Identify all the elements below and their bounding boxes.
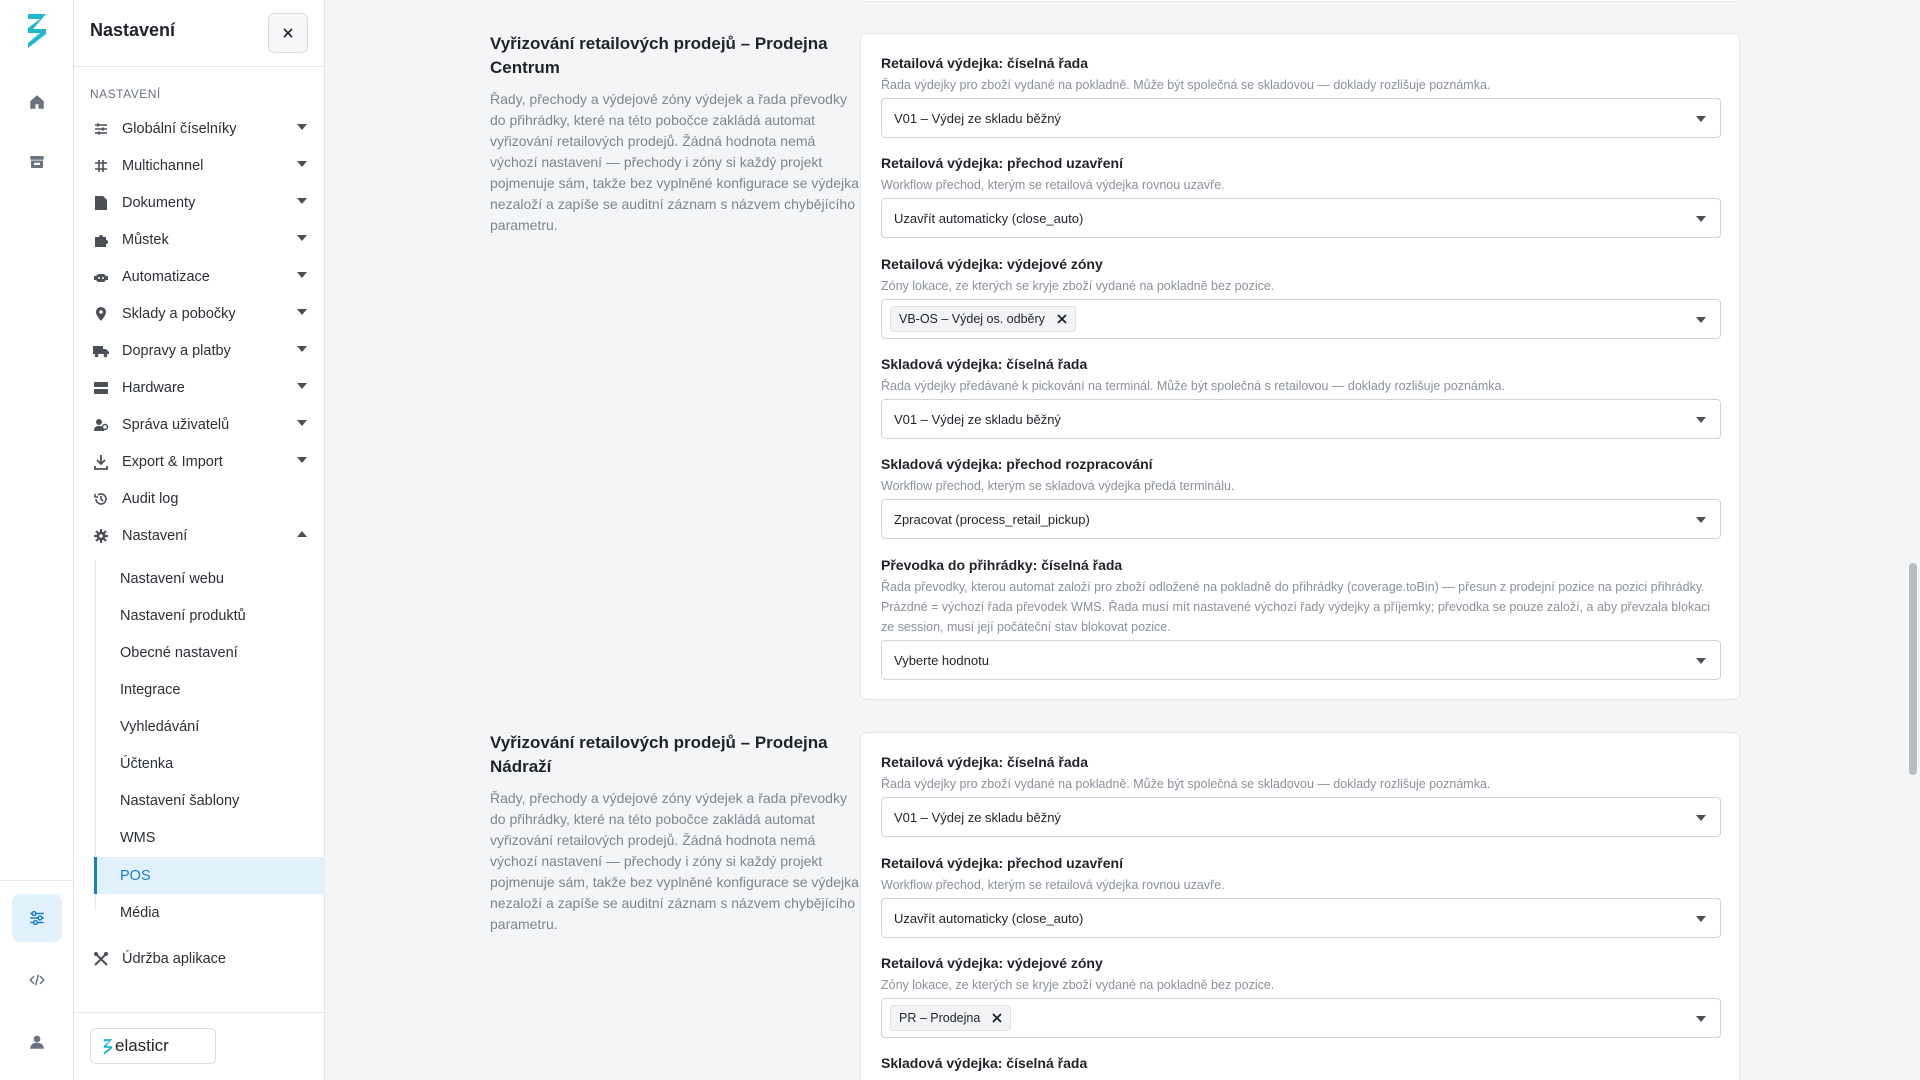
field-hint: Workflow přechod, kterým se retailová výdejka rovnou uzavře. [881, 178, 1225, 192]
field-label: Retailová výdejka: výdejové zóny [881, 955, 1103, 971]
field-hint: Zóny lokace, ze kterých se kryje zboží vydané na pokladně bez pozice. [881, 279, 1275, 293]
form-field [881, 556, 1721, 668]
sidebar-item-label: Údržba aplikace [122, 950, 226, 967]
retail-zones-multiselect[interactable] [881, 998, 1721, 1038]
sidebar-section-label: NASTAVENÍ [90, 87, 161, 101]
home-icon[interactable] [12, 78, 62, 126]
form-field [881, 54, 1721, 126]
chevron-down-icon [297, 198, 307, 204]
settings-card [860, 732, 1740, 1080]
chevron-down-icon [297, 235, 307, 241]
sidebar-item-multichannel[interactable] [74, 147, 325, 184]
main-content [325, 0, 1920, 1080]
field-label: Skladová výdejka: číselná řada [881, 1055, 1088, 1071]
retail-close-transition-select[interactable] [881, 898, 1721, 938]
field-hint: Řada výdejky pro zboží vydané na pokladně. Může být společná se skladovou — doklady rozlišuje poznámka. [881, 78, 1491, 92]
sidebar-subitem-integrations[interactable]: Integrace [120, 681, 181, 698]
sidebar-item-label: Hardware [122, 379, 185, 396]
chevron-down-icon [297, 124, 307, 130]
sidebar-item-label: Audit log [122, 490, 179, 507]
chevron-down-icon [297, 272, 307, 278]
field-label: Převodka do přihrádky: číselná řada [881, 557, 1123, 573]
close-icon [283, 28, 293, 38]
form-field [881, 355, 1721, 427]
settings-sidebar [74, 0, 325, 1080]
field-label: Retailová výdejka: číselná řada [881, 754, 1088, 770]
chevron-down-icon [297, 383, 307, 389]
sidebar-item-label: Můstek [122, 231, 169, 248]
field-hint: Zóny lokace, ze kterých se kryje zboží vydané na pokladně bez pozice. [881, 978, 1275, 992]
warehouse-process-transition-select[interactable] [881, 499, 1721, 539]
users-icon [92, 416, 110, 434]
document-icon [92, 194, 110, 212]
field-label: Retailová výdejka: výdejové zóny [881, 256, 1103, 272]
caret-down-icon [1696, 517, 1706, 523]
chevron-down-icon [297, 346, 307, 352]
field-hint: Řada výdejky předávané k pickování na terminál. Může být společná s retailovou — doklady rozlišuje poznámka. [881, 379, 1505, 393]
sidebar-item-shipping-payments[interactable] [74, 332, 325, 369]
field-label: Retailová výdejka: číselná řada [881, 55, 1088, 71]
scrollbar-thumb[interactable] [1909, 563, 1917, 775]
elasticr-logo-icon [101, 1036, 115, 1058]
sidebar-subitem-media[interactable]: Média [120, 904, 160, 921]
sidebar-item-label: Globální číselníky [122, 120, 237, 137]
warehouse-number-series-select[interactable] [881, 399, 1721, 439]
sidebar-item-label: Sklady a pobočky [122, 305, 236, 322]
sidebar-item-global-lists[interactable] [74, 110, 325, 147]
elasticr-logo-icon[interactable] [22, 12, 52, 50]
retail-zones-multiselect[interactable] [881, 299, 1721, 339]
close-sidebar-button[interactable] [268, 13, 308, 53]
caret-down-icon [1696, 916, 1706, 922]
page-scrollbar[interactable] [1906, 0, 1920, 1080]
split-icon [92, 157, 110, 175]
field-hint: Workflow přechod, kterým se skladová výdejka předá terminálu. [881, 479, 1235, 493]
field-label: Skladová výdejka: přechod rozpracování [881, 456, 1153, 472]
sidebar-item-documents[interactable] [74, 184, 325, 221]
field-hint: Řada převodky, kterou automat založí pro zboží odložené na pokladně do přihrádky (coverage.toBin) — přesun z prodejní pozice na pozici přihrádky. Prázdné = výchozí řada převodek WMS. Řada musí mít nastavené výchozí řady výdejky a příjemky; převodka se pouze založí, a aby převzala blokaci ze session, musí její počáteční stav blokovat pozice. [881, 580, 1711, 634]
sidebar-subitem-wms[interactable]: WMS [120, 829, 156, 846]
user-icon[interactable] [12, 1018, 62, 1066]
previous-card-edge [859, 0, 1739, 2]
brand-logo[interactable] [90, 1028, 216, 1064]
section-title: Vyřizování retailových prodejů – Prodejna Nádraží [490, 733, 828, 776]
select-value: Uzavřít automaticky (close_auto) [894, 910, 1084, 926]
robot-icon [92, 268, 110, 286]
section-header [490, 731, 860, 935]
puzzle-icon [92, 231, 110, 249]
sidebar-subitem-product-settings[interactable]: Nastavení produktů [120, 607, 246, 624]
caret-down-icon [1696, 815, 1706, 821]
list-sliders-icon [92, 120, 110, 138]
tools-icon [92, 950, 110, 968]
history-icon [92, 490, 110, 508]
retail-close-transition-select[interactable] [881, 198, 1721, 238]
form-field [881, 854, 1721, 926]
sidebar-subitem-receipt[interactable]: Účtenka [120, 755, 174, 772]
caret-down-icon [1696, 216, 1706, 222]
caret-down-icon [1696, 1016, 1706, 1022]
download-icon [92, 453, 110, 471]
gear-icon [92, 527, 110, 545]
sidebar-item-label: Správa uživatelů [122, 416, 230, 433]
chevron-down-icon [297, 457, 307, 463]
section-header [490, 32, 860, 236]
form-field [881, 1054, 1721, 1072]
field-label: Skladová výdejka: číselná řada [881, 356, 1088, 372]
zone-chip [890, 1005, 1011, 1031]
select-value: V01 – Výdej ze skladu běžný [894, 411, 1061, 427]
sidebar-subitem-general-settings[interactable]: Obecné nastavení [120, 644, 238, 661]
brand-name: elasticr [115, 1036, 169, 1055]
caret-down-icon [1696, 317, 1706, 323]
sidebar-subitem-template-settings[interactable]: Nastavení šablony [120, 792, 240, 809]
select-value: V01 – Výdej ze skladu běžný [894, 110, 1061, 126]
sidebar-title: Nastavení [90, 20, 176, 40]
form-field [881, 255, 1721, 326]
remove-chip-icon[interactable] [992, 1013, 1002, 1023]
sidebar-item-warehouses[interactable] [74, 295, 325, 332]
chip-label: PR – Prodejna [899, 1011, 981, 1025]
caret-down-icon [1696, 116, 1706, 122]
select-value: V01 – Výdej ze skladu běžný [894, 809, 1061, 825]
sidebar-item-label: Dopravy a platby [122, 342, 231, 359]
section-title: Vyřizování retailových prodejů – Prodejna Centrum [490, 34, 828, 77]
icon-rail [0, 0, 74, 1080]
sidebar-item-settings[interactable] [74, 517, 325, 554]
sidebar-item-export-import[interactable] [74, 443, 325, 480]
chevron-down-icon [297, 309, 307, 315]
sidebar-item-label: Multichannel [122, 157, 204, 174]
select-value: Uzavřít automaticky (close_auto) [894, 210, 1084, 226]
caret-down-icon [1696, 658, 1706, 664]
retail-number-series-select[interactable] [881, 98, 1721, 138]
map-pin-icon [92, 305, 110, 323]
chevron-down-icon [297, 420, 307, 426]
field-label: Retailová výdejka: přechod uzavření [881, 855, 1123, 871]
sidebar-item-bridge[interactable] [74, 221, 325, 258]
form-field [881, 154, 1721, 226]
sidebar-item-label: Nastavení [122, 527, 188, 544]
sliders-icon[interactable] [12, 894, 62, 942]
sidebar-subitem-pos[interactable]: POS [94, 857, 325, 894]
sidebar-item-automation[interactable] [74, 258, 325, 295]
section-description: Řady, přechody a výdejové zóny výdejek a řada převodky do přihrádky, které na této pobočce zakládá automat vyřizování retailových prodejů. Žádná hodnota nemá výchozí nastavení — přechody i zóny si každý projekt pojmenuje sám, takže bez vyplněné konfigurace se výdejka nezaloží a zapíše se auditní záznam s názvem chybějícího parametru. [490, 790, 859, 932]
chip-label: VB-OS – Výdej os. odběry [899, 312, 1045, 326]
chevron-down-icon [297, 161, 307, 167]
field-label: Retailová výdejka: přechod uzavření [881, 155, 1123, 171]
form-field [881, 753, 1721, 825]
bin-transfer-series-select[interactable] [881, 640, 1721, 680]
sidebar-item-user-management[interactable] [74, 406, 325, 443]
form-field [881, 455, 1721, 527]
sidebar-item-audit-log[interactable] [74, 480, 325, 517]
truck-icon [92, 342, 110, 360]
chevron-up-icon [297, 531, 307, 537]
zone-chip [890, 306, 1076, 332]
form-field [881, 954, 1721, 1025]
sidebar-item-hardware[interactable] [74, 369, 325, 406]
store-icon[interactable] [12, 138, 62, 186]
settings-card [860, 33, 1740, 700]
sidebar-item-label: Export & Import [122, 453, 223, 470]
select-placeholder: Vyberte hodnotu [894, 652, 989, 668]
sidebar-subitem-search[interactable]: Vyhledávání [120, 718, 200, 735]
server-icon [92, 379, 110, 397]
sidebar-item-label: Automatizace [122, 268, 210, 285]
retail-number-series-select[interactable] [881, 797, 1721, 837]
select-value: Zpracovat (process_retail_pickup) [894, 511, 1090, 527]
code-icon[interactable] [12, 956, 62, 1004]
caret-down-icon [1696, 417, 1706, 423]
sidebar-item-label: Dokumenty [122, 194, 196, 211]
remove-chip-icon[interactable] [1057, 314, 1067, 324]
sidebar-subitem-web-settings[interactable]: Nastavení webu [120, 570, 224, 587]
field-hint: Workflow přechod, kterým se retailová výdejka rovnou uzavře. [881, 878, 1225, 892]
section-description: Řady, přechody a výdejové zóny výdejek a řada převodky do přihrádky, které na této pobočce zakládá automat vyřizování retailových prodejů. Žádná hodnota nemá výchozí nastavení — přechody i zóny si každý projekt pojmenuje sám, takže bez vyplněné konfigurace se výdejka nezaloží a zapíše se auditní záznam s názvem chybějícího parametru. [490, 91, 859, 233]
field-hint: Řada výdejky pro zboží vydané na pokladně. Může být společná se skladovou — doklady rozlišuje poznámka. [881, 777, 1491, 791]
sidebar-item-maintenance[interactable] [74, 940, 325, 977]
